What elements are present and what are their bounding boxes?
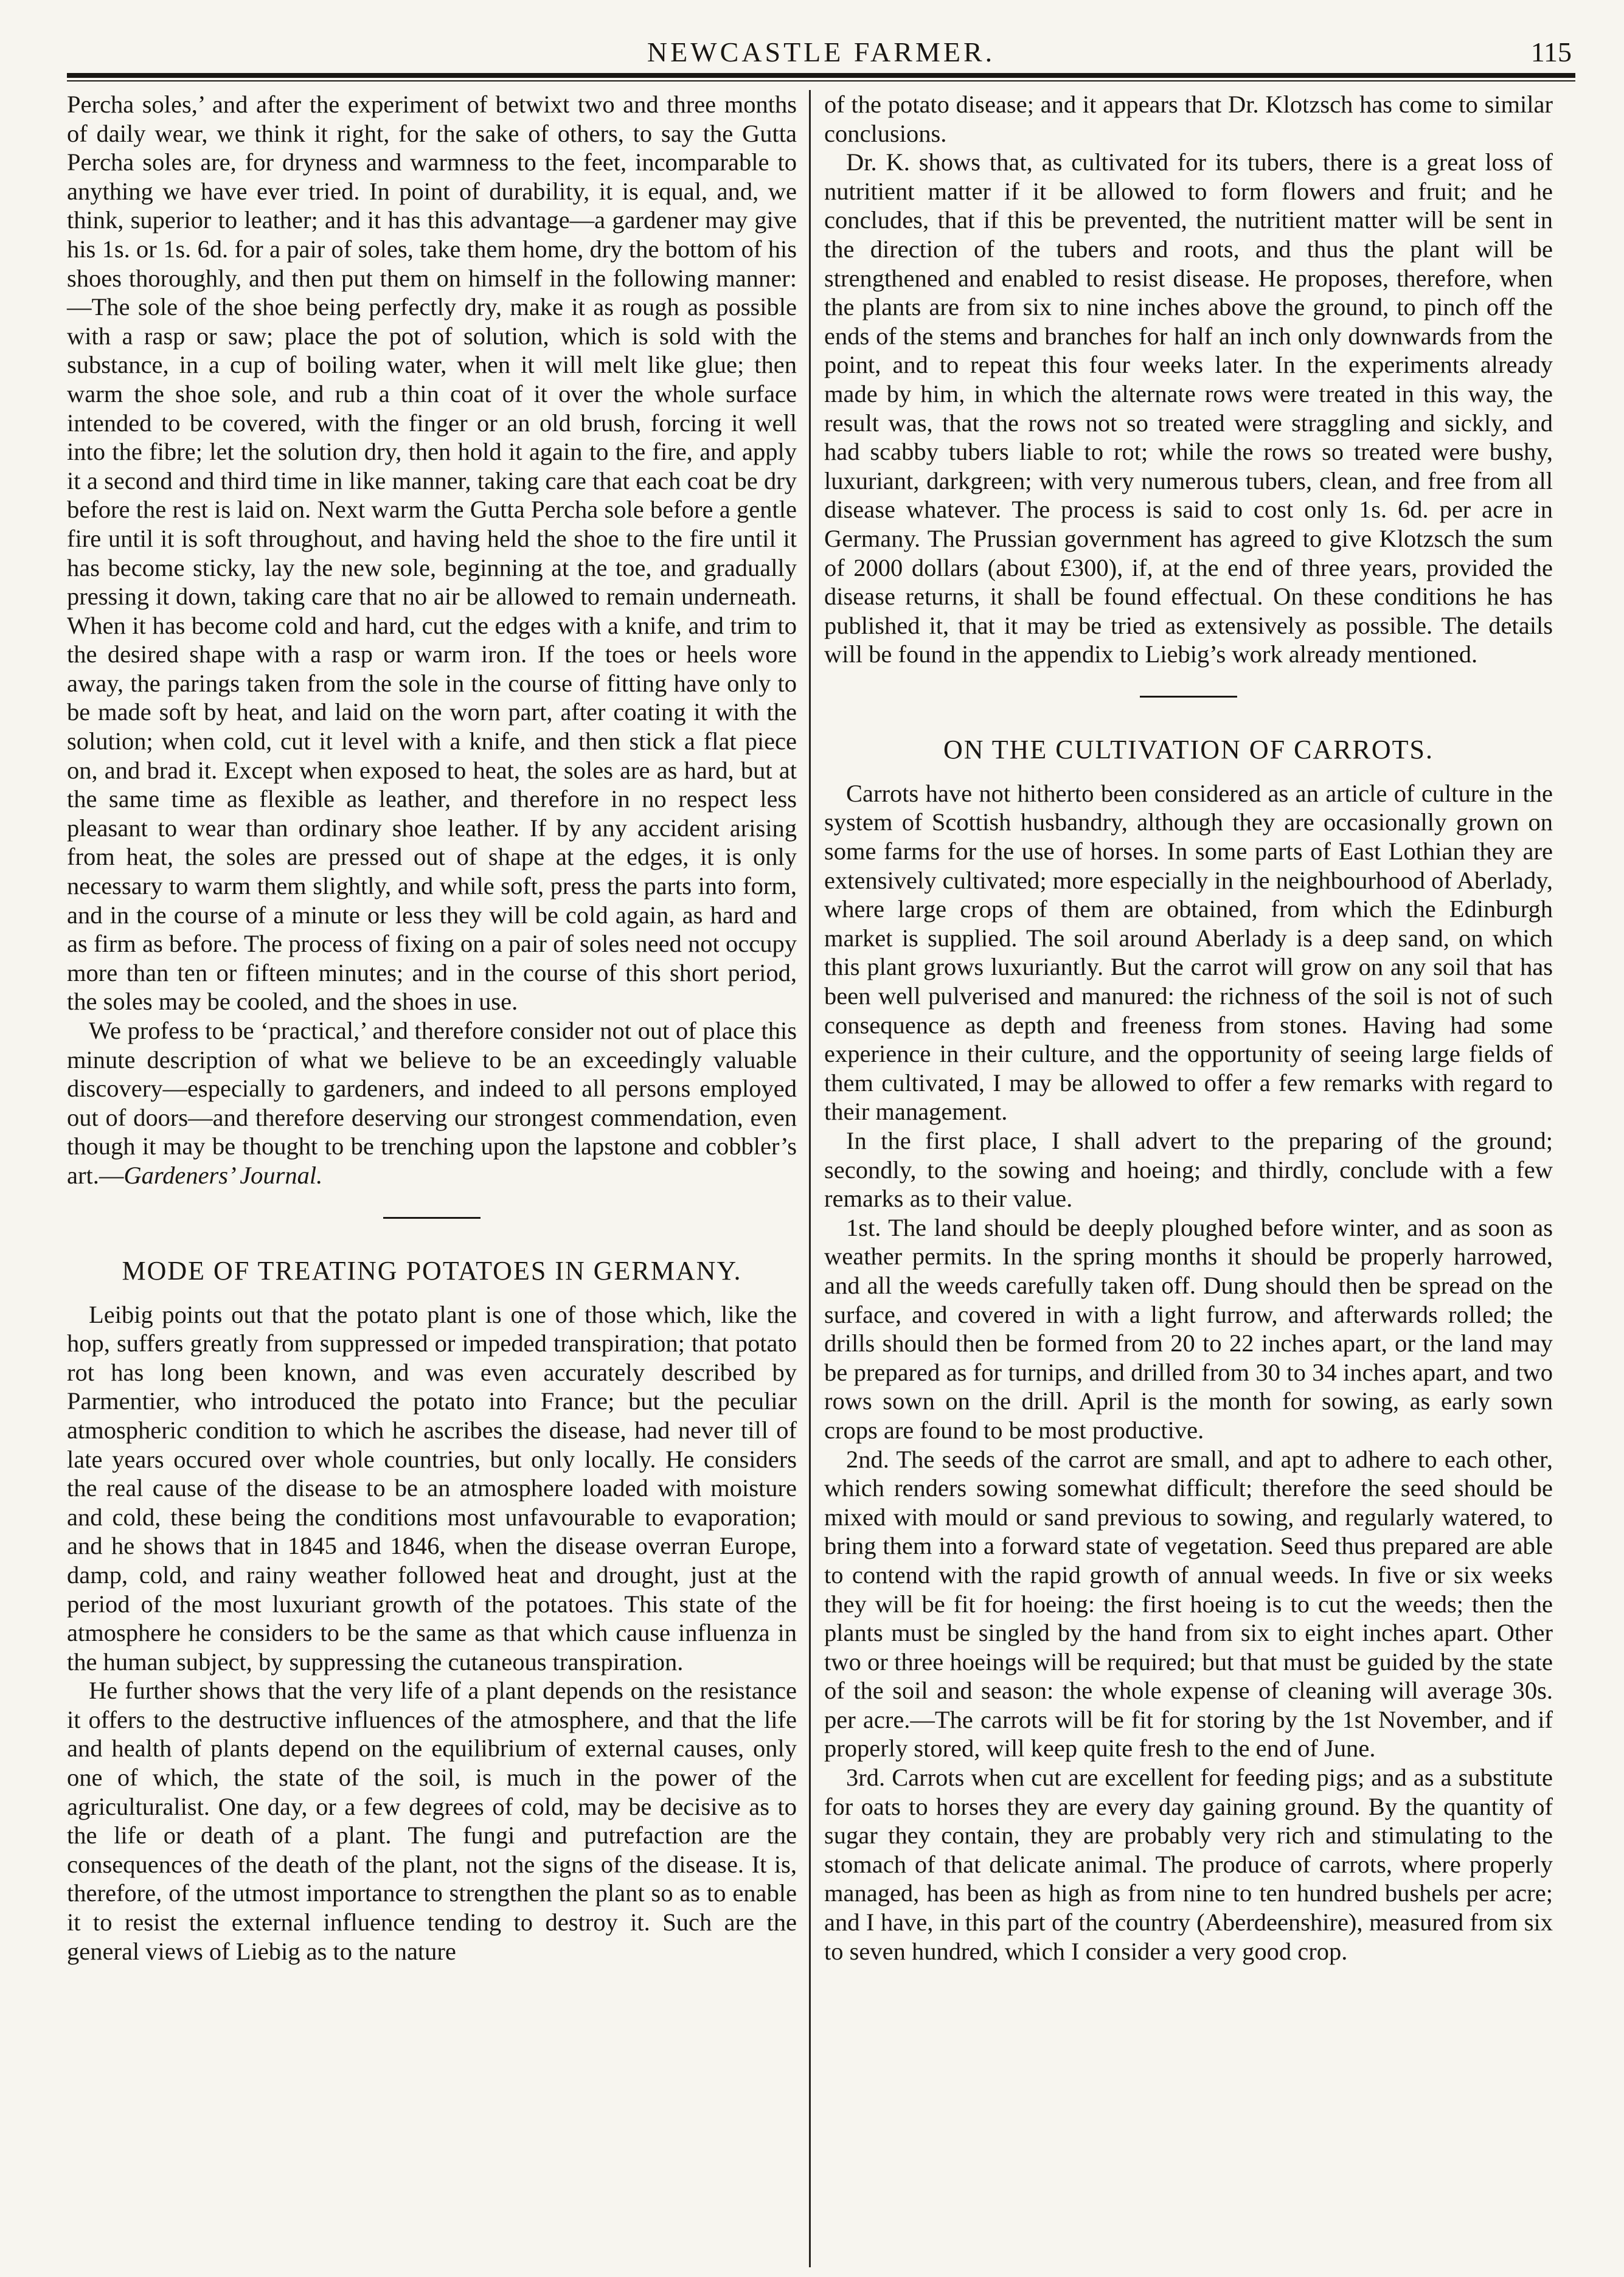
potatoes-paragraph-1: Leibig points out that the potato plant is one of those which, like the hop, suffers greatly from suppressed or impeded transpiration; that potato rot has long been known, and was even accurately described by Parmentier, who introduced the potato into France; but the peculiar atmospheric condition to which he ascribes the disease, had never till of late years occured over whole countries, but only locally. He considers the real cause of the disease to be an atmosphere loaded with moisture and cold, these being the conditions most unfavourable to evaporation; and he shows that in 1845 and 1846, when the disease overran Europe, damp, cold, and rainy weather followed heat and drought, just at the period of the most luxuriant growth of the potatoes. This state of the atmosphere he considers to be the same as that which cause influenza in the human subject, by suppressing the cutaneous transpiration. (67, 1300, 797, 1676)
text-columns (67, 90, 1575, 2267)
header-rule-thick (67, 73, 1575, 78)
carrots-paragraph-5: 3rd. Carrots when cut are excellent for feeding pigs; and as a substitute for oats to horses they are every day gaining ground. By the quantity of sugar they contain, they are probably very rich and stimulating to the stomach of that delicate animal. The produce of carrots, where properly managed, has been as high as from nine to ten hundred bushels per acre; and I have, in this part of the country (Aberdeenshire), measured from six to seven hundred, which I consider a very good crop. (824, 1764, 1553, 1965)
carrots-paragraph-3: 1st. The land should be deeply ploughed before winter, and as soon as weather permits. In the spring months it should be properly harrowed, and all the weeds carefully taken off. Dung should then be spread on the surface, and covered in with a light furrow, and afterwards rolled; the drills should then be formed from 20 to 22 inches apart, or the land may be prepared as for turnips, and drilled from 30 to 34 inches apart, and two rows sown on the drill. April is the month for sowing, as early sown crops are found to be most productive. (824, 1213, 1553, 1444)
page-header (67, 34, 1575, 71)
heading-carrots: ON THE CULTIVATION OF CARROTS. (943, 734, 1434, 764)
article-separator-2 (1140, 696, 1237, 698)
header-rule-thin (67, 80, 1575, 81)
right-column (811, 90, 1553, 2267)
left-column (67, 90, 809, 2267)
heading-potatoes-germany: MODE OF TREATING POTATOES IN GERMANY. (122, 1255, 742, 1286)
gutta-percha-paragraph-1: Percha soles,’ and after the experiment of betwixt two and three months of daily wear, we think it right, for the sake of others, to say the Gutta Percha soles are, for dryness and warmness to the feet, incomparable to anything we have ever tried. In point of durability, it is equal, and, we think, superior to leather; and it has this advantage—a gardener may give his 1s. or 1s. 6d. for a pair of soles, take them home, dry the bottom of his shoes thoroughly, and then put them on himself in the following manner:—The sole of the shoe being perfectly dry, make it as rough as possible with a rasp or saw; place the pot of solution, which is sold with the substance, in a cup of boiling water, when it will melt like glue; then warm the shoe sole, and rub a thin coat of it over the whole surface intended to be covered, with the finger or an old brush, forcing it well into the fibre; let the solution dry, then hold it again to the fire, and apply it a second and third time in like manner, taking care that each coat be dry before the rest is laid on. Next warm the Gutta Percha sole before a gentle fire until it is soft throughout, and having held the shoe to the fire until it has become sticky, lay the new sole, beginning at the toe, and gradually pressing it down, taking care that no air be allowed to remain underneath. When it has become cold and hard, cut the edges with a knife, and trim to the desired shape with a rasp or warm iron. If the toes or heels wore away, the parings taken from the sole in the course of fitting have only to be made soft by heat, and laid on the worn part, after coating it with the solution; when cold, cut it level with a knife, and then stick a flat piece on, and brad it. Except when exposed to heat, the soles are as hard, but at the same time as flexible as leather, and therefore in no respect less pleasant to wear than ordinary shoe leather. If by any accident arising from heat, the soles are pressed out of shape at the edges, it is only necessary to warm them slightly, and while soft, press the parts into form, and in the course of a minute or less they will be cold again, as hard and as firm as before. The process of fixing on a pair of soles need not occupy more than ten or fifteen minutes; and in the course of this short period, the soles may be cooled, and the shoes in use. (67, 91, 797, 1016)
potatoes-paragraph-4: Dr. K. shows that, as cultivated for its tubers, there is a great loss of nutritient matter if it be allowed to form flowers and fruit; and he concludes, that if this be prevented, the nutritient matter will be sent in the direction of the tubers and roots, and thus the plant will be strengthened and enabled to resist disease. He proposes, therefore, when the plants are from six to nine inches above the ground, to pinch off the ends of the stems and branches for half an inch only downwards from the point, and to repeat this four weeks later. In the experiments already made by him, in which the alternate rows were treated in this way, the result was, that the rows not so treated were straggling and sickly, and had scabby tubers liable to rot; while the rows so treated were bushy, luxuriant, darkgreen; with very numerous tubers, clean, and free from all disease whatever. The process is said to cost only 1s. 6d. per acre in Germany. The Prussian government has agreed to give Klotzsch the sum of 2000 dollars (about £300), if, at the end of three years, provided the disease returns, it shall be found effectual. On these conditions he has published it, that it may be tried as extensively as possible. The details will be found in the appendix to Liebig’s work already mentioned. (824, 148, 1553, 668)
gutta-percha-paragraph-2 (67, 1016, 797, 1190)
page-number: 115 (1530, 36, 1572, 68)
carrots-paragraph-1: Carrots have not hitherto been considered as an article of culture in the system of Scottish husbandry, although they are occasionally grown on some farms for the use of horses. In some parts of East Lothian they are extensively cultivated; more especially in the neighbourhood of Aberlady, where large crops of them are obtained, from which the Edinburgh market is supplied. The soil around Aberlady is a deep sand, on which this plant grows luxuriantly. But the carrot will grow on any soil that has been well pulverised and manured: the richness of the soil is not of such consequence as depth and freeness from stones. Having had some experience in their culture, and the opportunity of seeing large fields of them cultivated, I may be allowed to offer a few remarks with regard to their management. (824, 779, 1553, 1126)
potatoes-paragraph-2: He further shows that the very life of a plant depends on the resistance it offers to the destructive influences of the atmosphere, and that the life and health of plants depend on the equilibrium of external causes, only one of which, the state of the soil, is much in the power of the agriculturalist. One day, or a few degrees of cold, may be decisive as to the life or death of a plant. The fungi and putrefaction are the consequences of the death of the plant, not the signs of the disease. It is, therefore, of the utmost importance to strengthen the plant so as to enable it to resist the external influence tending to destroy it. Such are the general views of Liebig as to the nature (67, 1677, 797, 1965)
running-title: NEWCASTLE FARMER. (647, 36, 996, 68)
carrots-paragraph-2: In the first place, I shall advert to the preparing of the ground; secondly, to the sowing and hoeing; and thirdly, conclude with a few remarks as to their value. (824, 1127, 1553, 1213)
potatoes-paragraph-3: of the potato disease; and it appears that Dr. Klotzsch has come to similar conclusions. (824, 91, 1553, 147)
source-citation: Gardeners’ Journal. (123, 1161, 323, 1189)
article-separator (383, 1217, 481, 1219)
gutta-percha-paragraph-2-text: We profess to be ‘practical,’ and therefore consider not out of place this minute description of what we believe to be an exceedingly valuable discovery—especially to gardeners, and indeed to all persons employed out of doors—and therefore deserving our strongest commendation, even though it may be thought to be trenching upon the lapstone and cobbler’s art.— (67, 1017, 797, 1189)
carrots-paragraph-4: 2nd. The seeds of the carrot are small, and apt to adhere to each other, which renders sowing somewhat difficult; therefore the seed should be mixed with mould or sand previous to sowing, and regularly watered, to bring them into a forward state of vegetation. Seed thus prepared are able to contend with the rapid growth of annual weeds. In five or six weeks they will be fit for hoeing: the first hoeing is to cut the weeds; then the plants must be singled by the hand from six to eight inches apart. Other two or three hoeings will be required; but that must be guided by the state of the soil and season: the whole expense of cleaning will average 30s. per acre.—The carrots will be fit for storing by the 1st November, and if properly stored, will keep quite fresh to the end of June. (824, 1445, 1553, 1762)
